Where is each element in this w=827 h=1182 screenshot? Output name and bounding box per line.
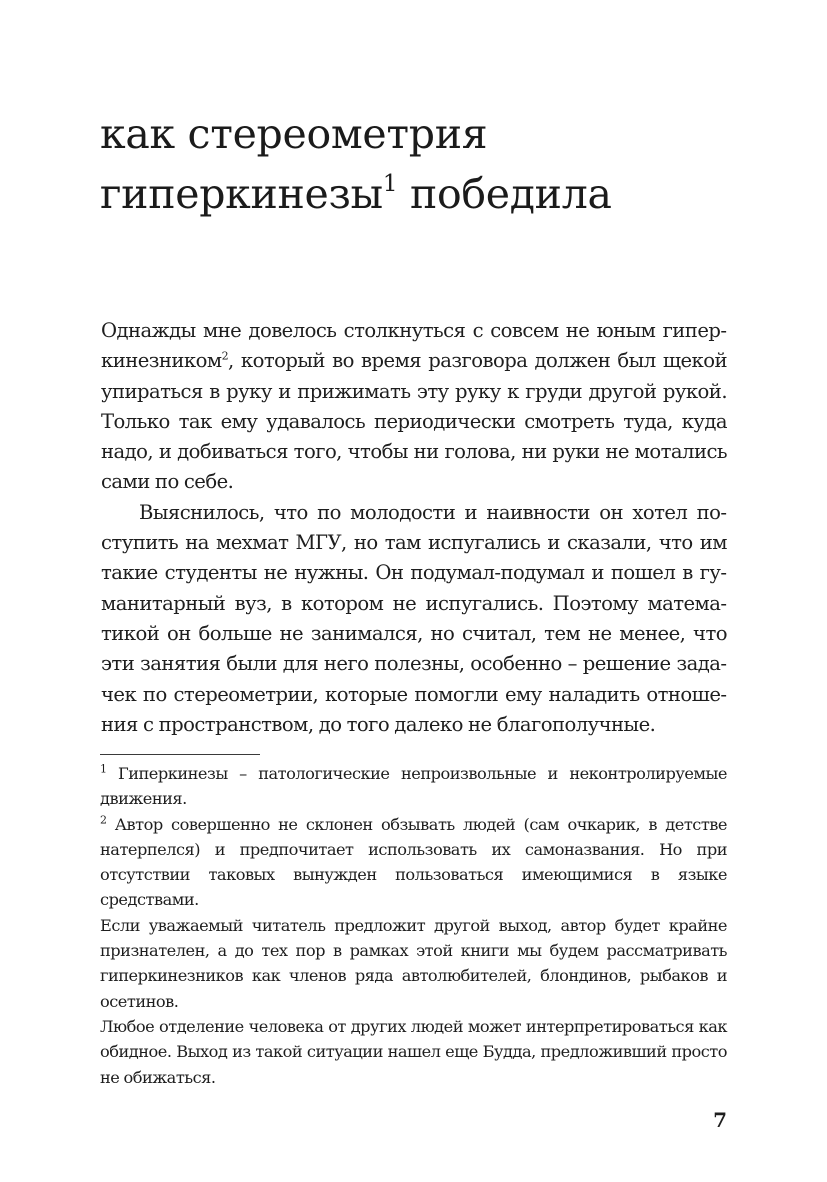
chapter-title bbox=[100, 104, 740, 224]
paragraph-1 bbox=[101, 316, 727, 498]
footnote-1 bbox=[100, 761, 727, 812]
footnotes bbox=[100, 761, 727, 1090]
footnote-2-paragraph-2: Если уважаемый читатель предложит другой выход, автор будет крайне признателен, а до тех пор в рамках этой книги мы будем рассматривать гиперкинезников как членов ряда автолюбителей, блондинов, рыбаков и осетинов. bbox=[100, 915, 727, 1011]
paragraph-1-start: Однажды мне довелось столкнуться с совсем не юным гиперкинезником bbox=[101, 319, 727, 373]
footnote-1-text: Гиперкинезы – патологические непроизвольные и неконтролируемые движения. bbox=[100, 764, 727, 809]
chapter-title-line-2-rest: победила bbox=[397, 170, 612, 218]
footnote-separator bbox=[100, 754, 260, 755]
footnote-ref-1[interactable]: 1 bbox=[382, 171, 398, 198]
footnote-1-mark: 1 bbox=[100, 762, 107, 776]
paragraph-1-end: , который во время разговора должен был щекой упираться в руку и прижимать эту руку к груди другой рукой. Только так ему удавалось периодически смотреть туда, куда надо, и добиваться того, чтобы ни голова, ни руки не мотались сами по себе. bbox=[101, 349, 727, 494]
footnote-2 bbox=[100, 812, 727, 913]
paragraph-2: Выяснилось, что по молодости и наивности он хотел поступить на мехмат МГУ, но там испугались и сказали, что им такие студенты не нужны. Он подумал-подумал и пошел в гуманитарный вуз, в котором не испугались. Поэтому математикой он больше не занимался, но считал, тем не менее, что эти занятия были для него полезны, особенно – решение задачек по стереометрии, которые помогли ему наладить отношения с пространством, до того далеко не благополучные. bbox=[101, 500, 727, 736]
footnote-2-mark: 2 bbox=[100, 813, 107, 827]
page-number: 7 bbox=[713, 1108, 727, 1132]
main-text bbox=[101, 316, 727, 740]
chapter-title-line-1: как стереометрия bbox=[100, 110, 488, 158]
chapter-title-line-2: гиперкинезы bbox=[100, 170, 383, 218]
footnote-2-paragraph-3: Любое отделение человека от других людей может интерпретироваться как обидное. Выход из такой ситуации нашел еще Будда, предложивший просто не обижаться. bbox=[100, 1016, 727, 1087]
footnote-2-text: Автор совершенно не склонен обзывать людей (сам очкарик, в детстве натерпелся) и предпочитает использовать их самоназвания. Но при отсутствии таковых вынужден пользоваться имеющимися в языке средствами. bbox=[100, 814, 727, 910]
footnote-ref-2[interactable]: 2 bbox=[221, 349, 229, 363]
